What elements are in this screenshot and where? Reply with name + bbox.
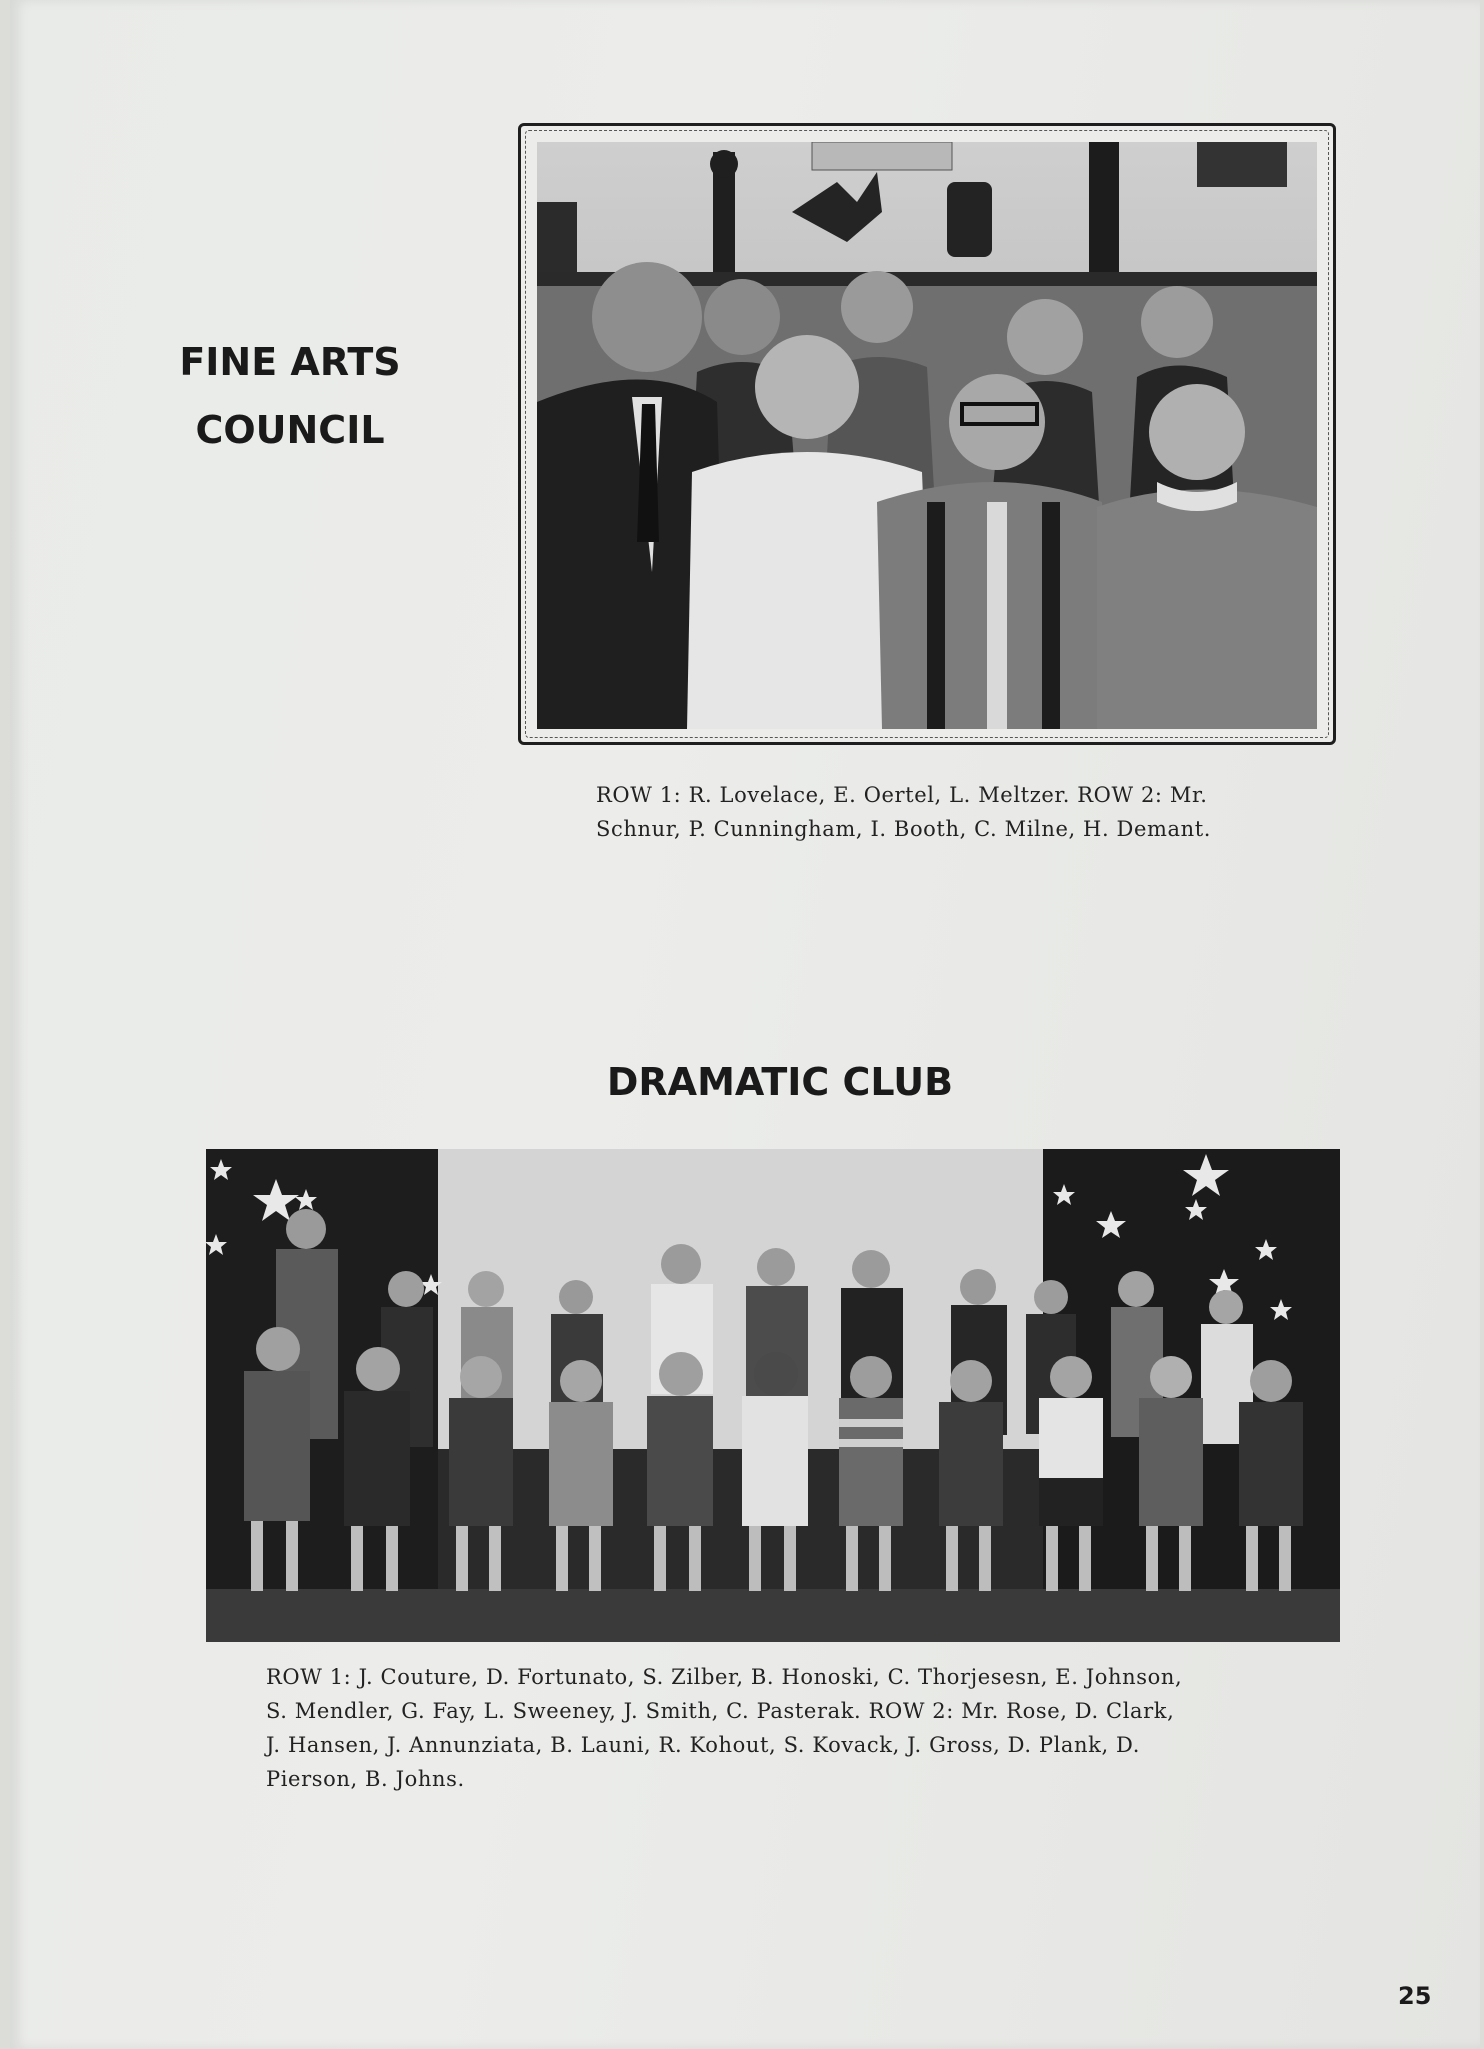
dramatic-club-photo-graphic [206, 1149, 1340, 1642]
fine-arts-photo-graphic [537, 142, 1317, 729]
fine-arts-caption [596, 778, 1296, 846]
dramatic-club-caption-line-3: J. Hansen, J. Annunziata, B. Launi, R. Kohout, S. Kovack, J. Gross, D. Plank, D. [266, 1733, 1141, 1757]
fine-arts-title-line-2: COUNCIL [195, 408, 385, 452]
fine-arts-caption-line-1: ROW 1: R. Lovelace, E. Oertel, L. Meltzer. ROW 2: Mr. [596, 783, 1208, 807]
fine-arts-caption-line-2: Schnur, P. Cunningham, I. Booth, C. Milne, H. Demant. [596, 817, 1212, 841]
fine-arts-council-photo [537, 142, 1317, 729]
dramatic-club-caption-line-4: Pierson, B. Johns. [266, 1767, 465, 1791]
dramatic-club-caption [266, 1660, 1306, 1796]
dramatic-club-caption-line-2: S. Mendler, G. Fay, L. Sweeney, J. Smith, C. Pasterak. ROW 2: Mr. Rose, D. Clark, [266, 1699, 1175, 1723]
dramatic-club-title [580, 1052, 980, 1112]
yearbook-page [10, 0, 1480, 2049]
dramatic-club-photo [206, 1149, 1340, 1642]
dramatic-club-caption-line-1: ROW 1: J. Couture, D. Fortunato, S. Zilber, B. Honoski, C. Thorjesesn, E. Johnson, [266, 1665, 1183, 1689]
dramatic-club-title-line-1: DRAMATIC CLUB [606, 1060, 954, 1104]
fine-arts-title-line-1: FINE ARTS [179, 340, 401, 384]
fine-arts-council-title [170, 328, 410, 464]
page-number: 25 [1398, 1982, 1432, 2010]
